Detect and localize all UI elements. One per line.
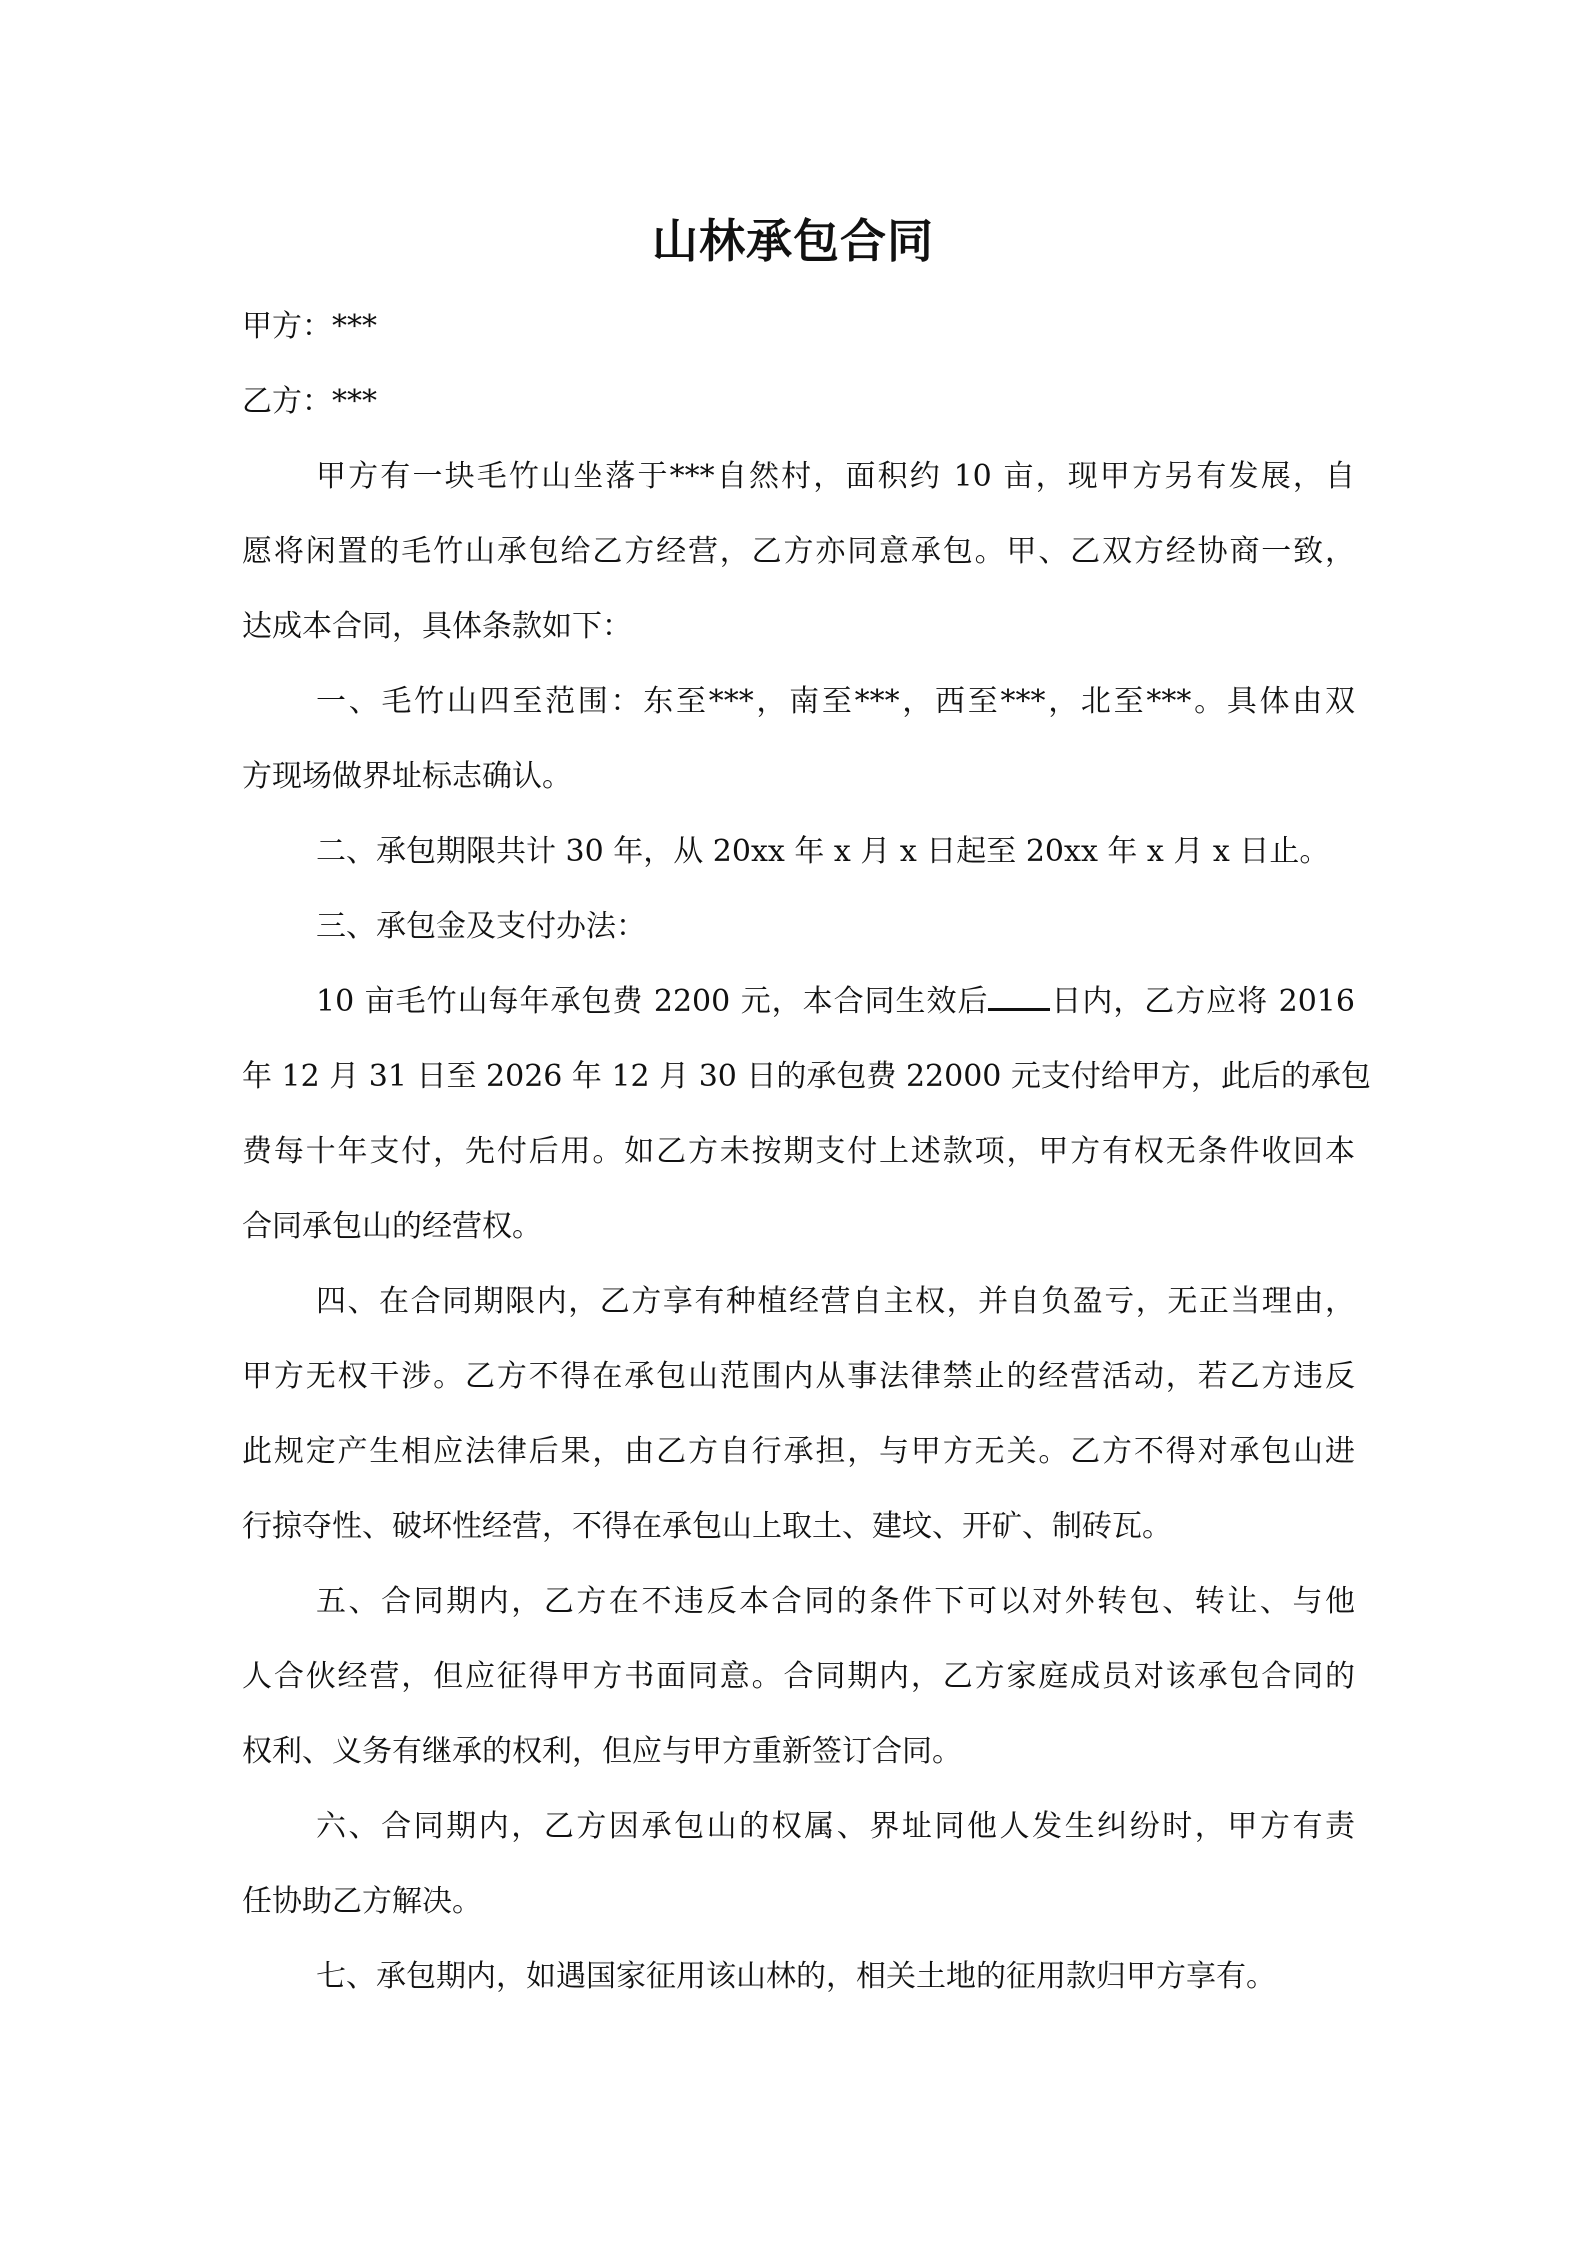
text-line: 达成本合同，具体条款如下：: [242, 609, 632, 644]
text-line: 愿将闲置的毛竹山承包给乙方经营，乙方亦同意承包。甲、乙双方经协商一致，: [242, 534, 1355, 569]
text-line: 人合伙经营，但应征得甲方书面同意。合同期内，乙方家庭成员对该承包合同的: [242, 1659, 1355, 1694]
text-segment: 10 亩毛竹山每年承包费 2200 元，本合同生效后: [316, 984, 989, 1019]
document-title: 山林承包合同: [652, 214, 934, 268]
text-line: 七、承包期内，如遇国家征用该山林的，相关土地的征用款归甲方享有。: [316, 1959, 1276, 1994]
party-a: 甲方：***: [242, 309, 377, 344]
clause-1: [242, 664, 1355, 814]
text-line: 合同承包山的经营权。: [242, 1209, 542, 1244]
clause-7: [242, 1939, 1355, 2014]
clause-3: [242, 889, 1355, 964]
clause-3-payment: [242, 964, 1371, 1264]
text-line: 年 12 月 31 日至 2026 年 12 月 30 日的承包费 22000 元支付给甲方，此后的承包: [242, 1059, 1371, 1094]
text-line: 此规定产生相应法律后果，由乙方自行承担，与甲方无关。乙方不得对承包山进: [242, 1434, 1355, 1469]
text-line: 六、合同期内，乙方因承包山的权属、界址同他人发生纠纷时，甲方有责: [316, 1809, 1355, 1844]
text-line: 费每十年支付，先付后用。如乙方未按期支付上述款项，甲方有权无条件收回本: [242, 1134, 1355, 1169]
text-line: [242, 964, 1355, 1039]
fill-in-blank: [988, 988, 1050, 1011]
party-b: 乙方：***: [242, 384, 377, 419]
text-line: 三、承包金及支付办法：: [316, 909, 646, 944]
text-line: 行掠夺性、破坏性经营，不得在承包山上取土、建坟、开矿、制砖瓦。: [242, 1509, 1172, 1544]
text-line: 权利、义务有继承的权利，但应与甲方重新签订合同。: [242, 1734, 962, 1769]
text-line: 五、合同期内，乙方在不违反本合同的条件下可以对外转包、转让、与他: [316, 1584, 1355, 1619]
text-line: 四、在合同期限内，乙方享有种植经营自主权，并自负盈亏，无正当理由，: [316, 1284, 1355, 1319]
clause-2: [242, 814, 1355, 889]
text-line: 一、毛竹山四至范围：东至***，南至***，西至***，北至***。具体由双: [316, 684, 1355, 719]
text-segment: 日内，乙方应将 2016: [1050, 984, 1355, 1019]
clause-5: [242, 1564, 1355, 1789]
clause-6: [242, 1789, 1355, 1939]
text-line: 甲方无权干涉。乙方不得在承包山范围内从事法律禁止的经营活动，若乙方违反: [242, 1359, 1355, 1394]
document-body: [242, 289, 1371, 2014]
clause-4: [242, 1264, 1355, 1564]
paragraph-intro: [242, 439, 1355, 664]
text-line: 方现场做界址标志确认。: [242, 759, 572, 794]
text-line: 二、承包期限共计 30 年，从 20xx 年 x 月 x 日起至 20xx 年 x 月 x 日止。: [316, 834, 1330, 869]
text-line: 任协助乙方解决。: [242, 1884, 482, 1919]
text-line: 甲方有一块毛竹山坐落于***自然村，面积约 10 亩，现甲方另有发展，自: [316, 459, 1355, 494]
